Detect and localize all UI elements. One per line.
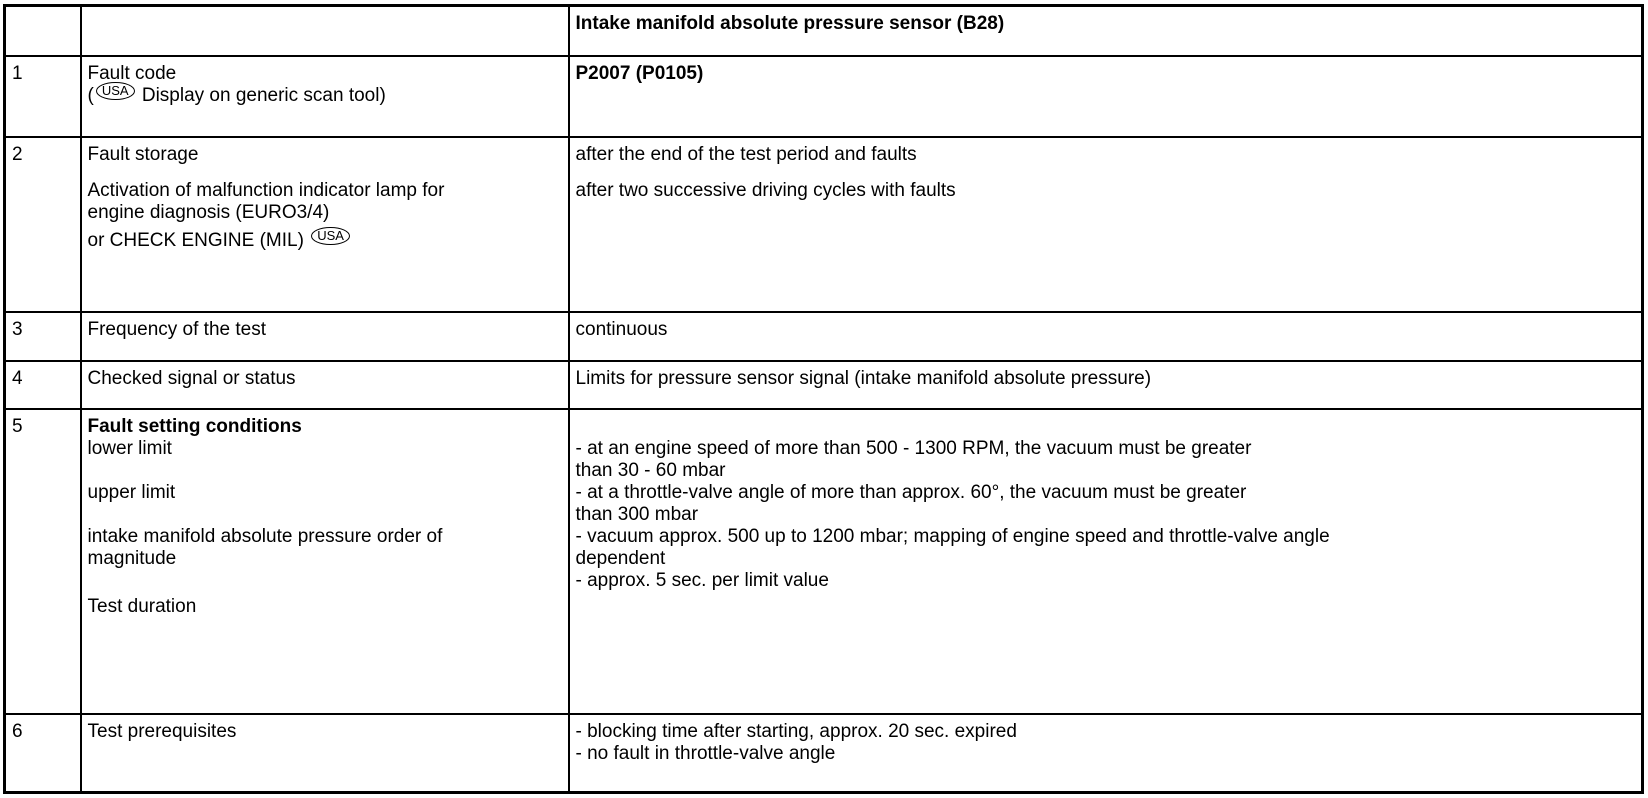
row-value: continuous [569,312,1643,360]
diagnosis-table [3,4,1644,794]
label-fault-setting-conditions: Fault setting conditions [87,416,302,438]
value-test-duration: - approx. 5 sec. per limit value [575,570,829,592]
row-label [81,137,569,312]
value-prerequisite-2: - no fault in throttle-valve angle [575,742,836,764]
table-row [5,137,1643,312]
table-row [5,714,1643,793]
row-number: 4 [5,361,81,409]
header-cell-label [81,6,569,57]
label-pressure-order-line1: intake manifold absolute pressure order of [87,526,443,548]
table-title: Intake manifold absolute pressure sensor (B28) [569,6,1643,57]
row-number: 1 [5,56,81,137]
value-lower-limit-line2: than 30 - 60 mbar [575,460,726,482]
row-number: 2 [5,137,81,312]
value-pressure-order-line1: - vacuum approx. 500 up to 1200 mbar; mapping of engine speed and throttle-valve angle [575,526,1330,548]
row-number: 3 [5,312,81,360]
value-upper-limit-line2: than 300 mbar [575,504,699,526]
label-mil-line1: Activation of malfunction indicator lamp for [87,180,445,202]
row-value [569,409,1643,714]
row-label: Frequency of the test [81,312,569,360]
table-row [5,409,1643,714]
row-value: Limits for pressure sensor signal (intake manifold absolute pressure) [569,361,1643,409]
row-label [81,409,569,714]
label-scan-tool-text: Display on generic scan tool) [136,85,386,107]
label-upper-limit: upper limit [87,482,176,504]
row-value [569,137,1643,312]
value-fault-storage: after the end of the test period and faults [575,144,917,166]
usa-badge-icon: USA [96,82,135,100]
value-upper-limit-line1: - at a throttle-valve angle of more than approx. 60°, the vacuum must be greater [575,482,1247,504]
row-value [569,714,1643,793]
row-label [81,56,569,137]
label-fault-code: Fault code [87,63,177,85]
table-row [5,56,1643,137]
value-prerequisite-1: - blocking time after starting, approx. 20 sec. expired [575,720,1017,742]
row-number: 5 [5,409,81,714]
paren-open: ( [87,85,94,107]
value-lower-limit-line1: - at an engine speed of more than 500 - 1300 RPM, the vacuum must be greater [575,438,1252,460]
label-test-duration: Test duration [87,596,197,618]
label-pressure-order-line2: magnitude [87,548,177,570]
fault-code-value: P2007 (P0105) [569,56,1643,137]
table-header-row [5,6,1643,57]
label-fault-storage: Fault storage [87,144,199,166]
row-number: 6 [5,714,81,793]
table-row [5,361,1643,409]
usa-badge-icon: USA [311,227,350,245]
table-row [5,312,1643,360]
label-scan-tool [88,85,560,107]
label-check-engine: or CHECK ENGINE (MIL) [87,230,304,252]
label-mil-line2: engine diagnosis (EURO3/4) [87,202,330,224]
label-lower-limit: lower limit [87,438,172,460]
row-label: Test prerequisites [81,714,569,793]
header-cell-number [5,6,81,57]
value-mil: after two successive driving cycles with faults [575,180,956,202]
value-pressure-order-line2: dependent [575,548,666,570]
label-mil-line3 [88,230,560,252]
row-label: Checked signal or status [81,361,569,409]
